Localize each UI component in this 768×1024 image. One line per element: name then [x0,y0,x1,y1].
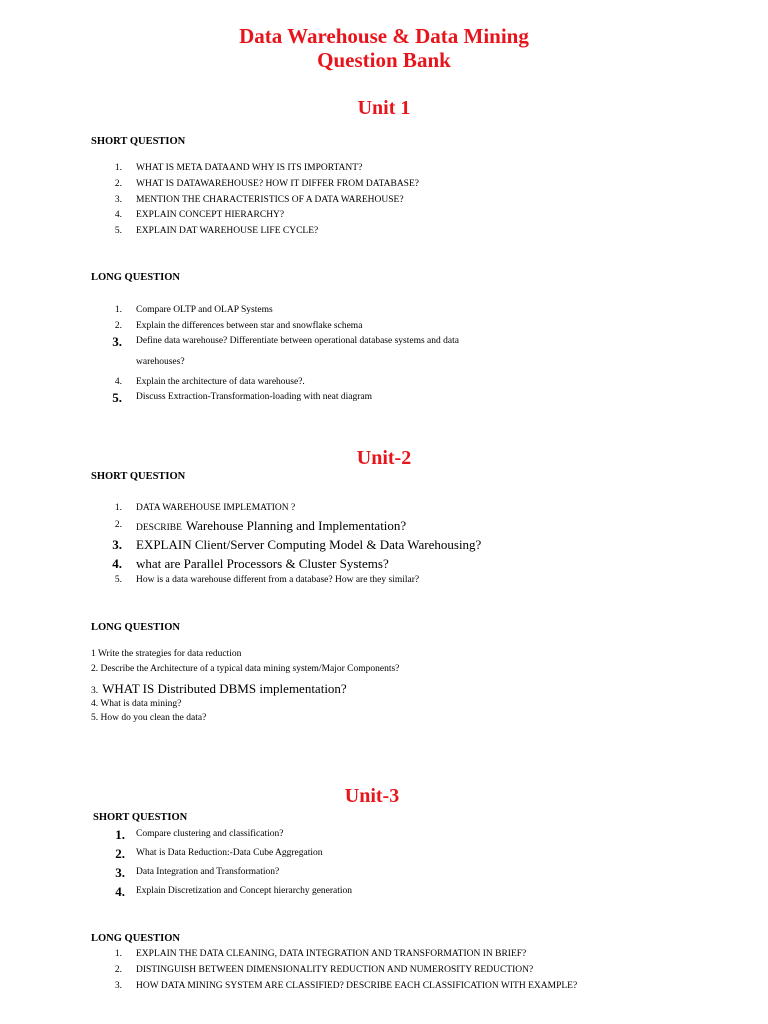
list-number: 5. [114,575,122,585]
list-number: 2. [114,179,122,189]
list-item: 1 Write the strategies for data reduction [91,649,242,659]
list-number: 3. [112,334,122,349]
list-number: 5. [114,226,122,236]
list-item: EXPLAIN THE DATA CLEANING, DATA INTEGRATION AND TRANSFORMATION IN BRIEF? [136,949,527,959]
list-item-text: WHAT IS Distributed DBMS implementation? [102,681,347,696]
list-item: Discuss Extraction-Transformation-loading with neat diagram [136,392,373,402]
unit-heading: Unit-3 [344,785,400,807]
list-number: 3. [115,865,125,880]
list-item: Explain Discretization and Concept hierarchy generation [136,886,353,896]
section-label-long: LONG QUESTION [91,933,180,944]
list-item: How is a data warehouse different from a database? How are they similar? [136,575,420,585]
list-number: 4. [114,377,122,387]
doc-title-line2: Question Bank [317,48,451,72]
list-item: WHAT IS DATAWAREHOUSE? HOW IT DIFFER FROM DATABASE? [136,179,419,189]
list-item: Explain the architecture of data warehouse?. [136,377,305,387]
doc-title-line1: Data Warehouse & Data Mining [239,24,529,48]
list-number: 3. [114,195,122,205]
list-item [136,517,406,535]
list-item: What is Data Reduction:-Data Cube Aggregation [136,848,323,858]
list-item: 5. How do you clean the data? [91,713,207,723]
list-item: Explain the differences between star and snowflake schema [136,321,363,331]
section-label-short: SHORT QUESTION [91,136,186,147]
list-number: 5. [112,390,122,405]
list-item: EXPLAIN CONCEPT HIERARCHY? [136,210,285,220]
list-item: Compare clustering and classification? [136,829,284,839]
unit-heading: Unit-2 [356,447,412,469]
list-number: 2. [114,520,122,530]
section-label-long: LONG QUESTION [91,272,180,283]
list-number: 3. [112,537,122,552]
list-number: 2. [115,846,125,861]
list-item: Data Integration and Transformation? [136,867,280,877]
list-item-prefix: DESCRIBE [136,523,182,533]
list-number: 1. [114,163,122,173]
list-number: 1. [114,305,122,315]
list-item: Define data warehouse? Differentiate between operational database systems and data [136,336,459,346]
list-item: EXPLAIN Client/Server Computing Model & Data Warehousing? [136,537,482,552]
list-item: Compare OLTP and OLAP Systems [136,305,273,315]
list-item: DATA WAREHOUSE IMPLEMATION ? [136,503,296,513]
list-item-prefix: 3. [91,686,99,696]
list-item-continuation: warehouses? [136,357,185,367]
list-item: 2. Describe the Architecture of a typical data mining system/Major Components? [91,664,400,674]
list-item-text: Warehouse Planning and Implementation? [185,518,407,533]
list-item: HOW DATA MINING SYSTEM ARE CLASSIFIED? DESCRIBE EACH CLASSIFICATION WITH EXAMPLE? [136,981,578,991]
list-number: 4. [115,884,125,899]
list-number: 1. [115,827,125,842]
list-item: WHAT IS META DATAAND WHY IS ITS IMPORTANT? [136,163,363,173]
list-number: 1. [114,949,122,959]
list-number: 2. [114,321,122,331]
list-item [91,680,347,698]
list-number: 2. [114,965,122,975]
list-number: 4. [114,210,122,220]
list-item: what are Parallel Processors & Cluster Systems? [136,556,389,571]
section-label-short: SHORT QUESTION [91,471,186,482]
list-number: 3. [114,981,122,991]
list-item: DISTINGUISH BETWEEN DIMENSIONALITY REDUCTION AND NUMEROSITY REDUCTION? [136,965,534,975]
list-number: 4. [112,556,122,571]
unit-heading: Unit 1 [357,97,411,119]
section-label-short: SHORT QUESTION [93,812,188,823]
list-item: MENTION THE CHARACTERISTICS OF A DATA WAREHOUSE? [136,195,404,205]
section-label-long: LONG QUESTION [91,622,180,633]
list-item: 4. What is data mining? [91,699,182,709]
list-item: EXPLAIN DAT WAREHOUSE LIFE CYCLE? [136,226,319,236]
list-number: 1. [114,503,122,513]
